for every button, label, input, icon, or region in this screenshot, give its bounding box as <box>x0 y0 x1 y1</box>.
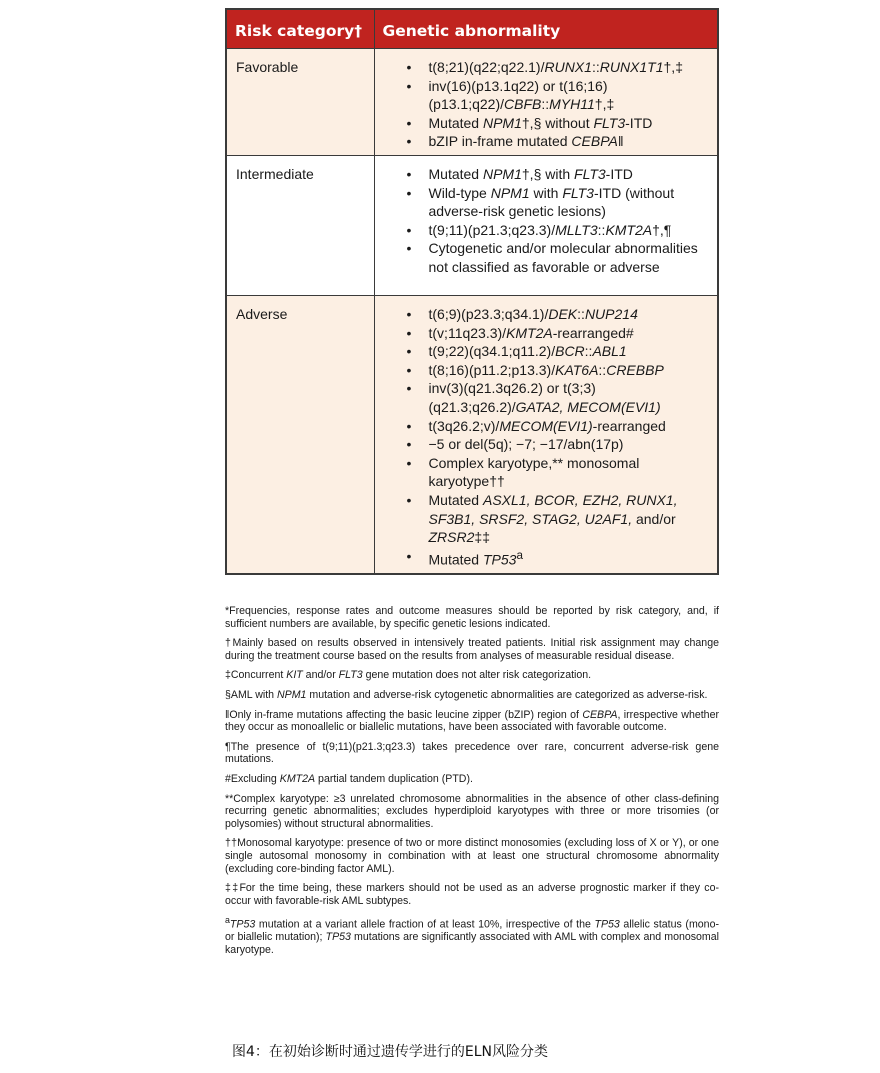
abnormality-list <box>383 58 710 151</box>
table-row-favorable <box>226 49 718 156</box>
abnormalities-intermediate <box>374 155 718 295</box>
abnormality-list <box>383 165 710 277</box>
footnote: §AML with NPM1 mutation and adverse-risk cytogenetic abnormalities are categorized as adverse-risk. <box>225 688 708 701</box>
list-item: • Complex karyotype,** monosomal karyotype†† <box>407 454 710 491</box>
footnote: #Excluding KMT2A partial tandem duplication (PTD). <box>225 772 473 785</box>
list-item: • bZIP in-frame mutated CEBPA‖ <box>407 132 710 151</box>
abnormality-list <box>383 305 710 569</box>
abnormalities-favorable <box>374 49 718 156</box>
risk-table <box>225 8 719 575</box>
figure-caption: 图4：在初始诊断时通过遗传学进行的ELN风险分类 <box>232 1044 549 1060</box>
list-item: • inv(16)(p13.1q22) or t(16;16)(p13.1;q22)/CBFB::MYH11†,‡ <box>407 77 710 114</box>
footnote: $^a$TP53 mutation at a variant allele fraction of at least 10%, irrespective of the TP53 allelic status (mono- or biallelic mutation); TP53 mutations are significantly associated with AML with complex and monosomal karyotype. <box>225 915 719 956</box>
table-header-row <box>226 9 718 49</box>
list-item: • inv(3)(q21.3q26.2) or t(3;3)(q21.3;q26.2)/GATA2, MECOM(EVI1) <box>407 379 710 416</box>
list-item: • Cytogenetic and/or molecular abnormalities not classified as favorable or adverse <box>407 239 710 276</box>
list-item: • t(6;9)(p23.3;q34.1)/DEK::NUP214 <box>407 305 710 324</box>
category-favorable: Favorable <box>226 49 374 156</box>
footnotes <box>225 605 719 964</box>
list-item: • Mutated NPM1†,§ with FLT3-ITD <box>407 165 710 184</box>
footnote: ‡‡For the time being, these markers should not be used as an adverse prognostic marker if they co-occur with favorable-risk AML subtypes. <box>225 882 719 907</box>
list-item: • Mutated TP53$^a$ <box>407 547 710 569</box>
footnote: ‡Concurrent KIT and/or FLT3 gene mutation does not alter risk categorization. <box>225 669 592 682</box>
list-item: • Mutated NPM1†,§ without FLT3-ITD <box>407 114 710 133</box>
footnote: ¶The presence of t(9;11)(p21.3;q23.3) takes precedence over rare, concurrent adverse-risk gene mutations. <box>225 740 719 766</box>
footnote: ††Monosomal karyotype: presence of two or more distinct monosomies (excluding loss of X or Y), or one single autosomal monosomy in combination with at least one structural chromosome abnormality (excluding core-binding factor AML). <box>225 837 719 875</box>
category-adverse: Adverse <box>226 295 374 573</box>
list-item: • t(v;11q23.3)/KMT2A-rearranged# <box>407 324 710 343</box>
table-row-adverse <box>226 295 718 573</box>
footnote: ‖Only in-frame mutations affecting the basic leucine zipper (bZIP) region of CEBPA, irrespective whether they occur as monoallelic or biallelic mutations, have been associated with favorable outcome. <box>225 708 719 734</box>
footnote: †Mainly based on results observed in intensively treated patients. Initial risk assignment may change during the treatment course based on the results from analyses of measurable residual disease. <box>225 637 719 662</box>
list-item: • t(8;21)(q22;q22.1)/RUNX1::RUNX1T1†,‡ <box>407 58 710 77</box>
abnormalities-adverse <box>374 295 718 573</box>
list-item: • t(9;22)(q34.1;q11.2)/BCR::ABL1 <box>407 342 710 361</box>
list-item: • t(9;11)(p21.3;q23.3)/MLLT3::KMT2A†,¶ <box>407 221 710 240</box>
list-item: • −5 or del(5q); −7; −17/abn(17p) <box>407 435 710 454</box>
footnote: *Frequencies, response rates and outcome measures should be reported by risk category, and, if sufficient numbers are available, by specific genetic lesions indicated. <box>225 605 719 630</box>
header-genetic-abnormality: Genetic abnormality <box>374 9 718 49</box>
list-item: • Wild-type NPM1 with FLT3-ITD (without adverse-risk genetic lesions) <box>407 184 710 221</box>
table-row-intermediate <box>226 155 718 295</box>
list-item: • Mutated ASXL1, BCOR, EZH2, RUNX1, SF3B1, SRSF2, STAG2, U2AF1, and/or ZRSR2‡‡ <box>407 491 710 547</box>
footnote: **Complex karyotype: ≥3 unrelated chromosome abnormalities in the absence of other class-defining recurring genetic abnormalities; excludes hyperdiploid karyotypes with three or more trisomies (or polysomies) without structural abnormalities. <box>225 792 719 830</box>
list-item: • t(3q26.2;v)/MECOM(EVI1)-rearranged <box>407 417 710 436</box>
risk-table-container <box>225 8 719 575</box>
category-intermediate: Intermediate <box>226 155 374 295</box>
list-item: • t(8;16)(p11.2;p13.3)/KAT6A::CREBBP <box>407 361 710 380</box>
header-risk-category: Risk category† <box>226 9 374 49</box>
